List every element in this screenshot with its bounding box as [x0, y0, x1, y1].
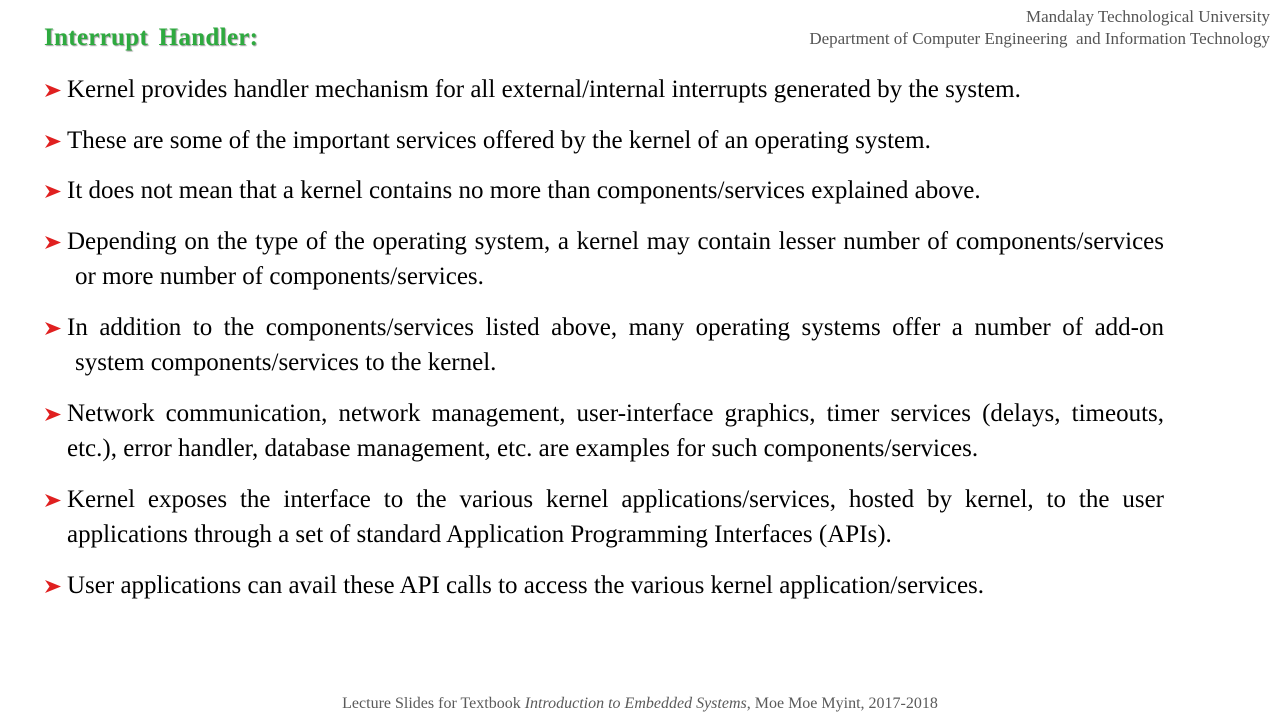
arrow-bullet-icon [44, 184, 62, 199]
header-institution: Mandalay Technological University [1026, 7, 1270, 26]
bullet-text: In addition to the components/services listed above, many operating systems offer a number of add-on system components/services to the kernel. [67, 313, 1164, 376]
bullet-text: Kernel exposes the interface to the various kernel applications/services, hosted by kernel, to the user applications through a set of standard Application Programming Interfaces (APIs). [67, 485, 1164, 548]
bullet-item [44, 482, 1164, 553]
bullet-item [44, 396, 1164, 467]
arrow-bullet-icon [44, 493, 62, 508]
footer-book-title: Introduction to Embedded Systems [524, 695, 747, 712]
bullet-item [44, 72, 1164, 108]
arrow-bullet-icon [44, 579, 62, 594]
slide-title: Interrupt Handler: [44, 24, 259, 51]
bullet-item [44, 568, 1164, 604]
arrow-bullet-icon [44, 407, 62, 422]
header-department: Department of Computer Engineering and Information Technology [809, 29, 1270, 48]
bullet-item [44, 123, 1164, 159]
bullet-text: Depending on the type of the operating system, a kernel may contain lesser number of components/services or more number of components/services. [67, 227, 1164, 290]
arrow-bullet-icon [44, 134, 62, 149]
bullet-item [44, 224, 1164, 295]
footer-suffix: , Moe Moe Myint, 2017-2018 [746, 695, 938, 712]
header-affiliation [809, 6, 1270, 50]
slide-footer [0, 695, 1280, 713]
bullet-item [44, 173, 1164, 209]
arrow-bullet-icon [44, 235, 62, 250]
bullet-item [44, 310, 1164, 381]
footer-prefix: Lecture Slides for Textbook [342, 695, 525, 712]
bullet-text: These are some of the important services offered by the kernel of an operating system. [67, 126, 931, 154]
bullet-text: User applications can avail these API calls to access the various kernel application/services. [67, 571, 985, 599]
bullet-text: Kernel provides handler mechanism for all external/internal interrupts generated by the system. [67, 76, 1021, 103]
arrow-bullet-icon [44, 83, 62, 98]
bullet-text: Network communication, network management, user-interface graphics, timer services (delays, timeouts, etc.), error handler, database management, etc. are examples for such components/services. [67, 399, 1164, 462]
bullet-list [44, 72, 1164, 618]
bullet-text: It does not mean that a kernel contains no more than components/services explained above. [67, 177, 981, 204]
arrow-bullet-icon [44, 321, 62, 336]
